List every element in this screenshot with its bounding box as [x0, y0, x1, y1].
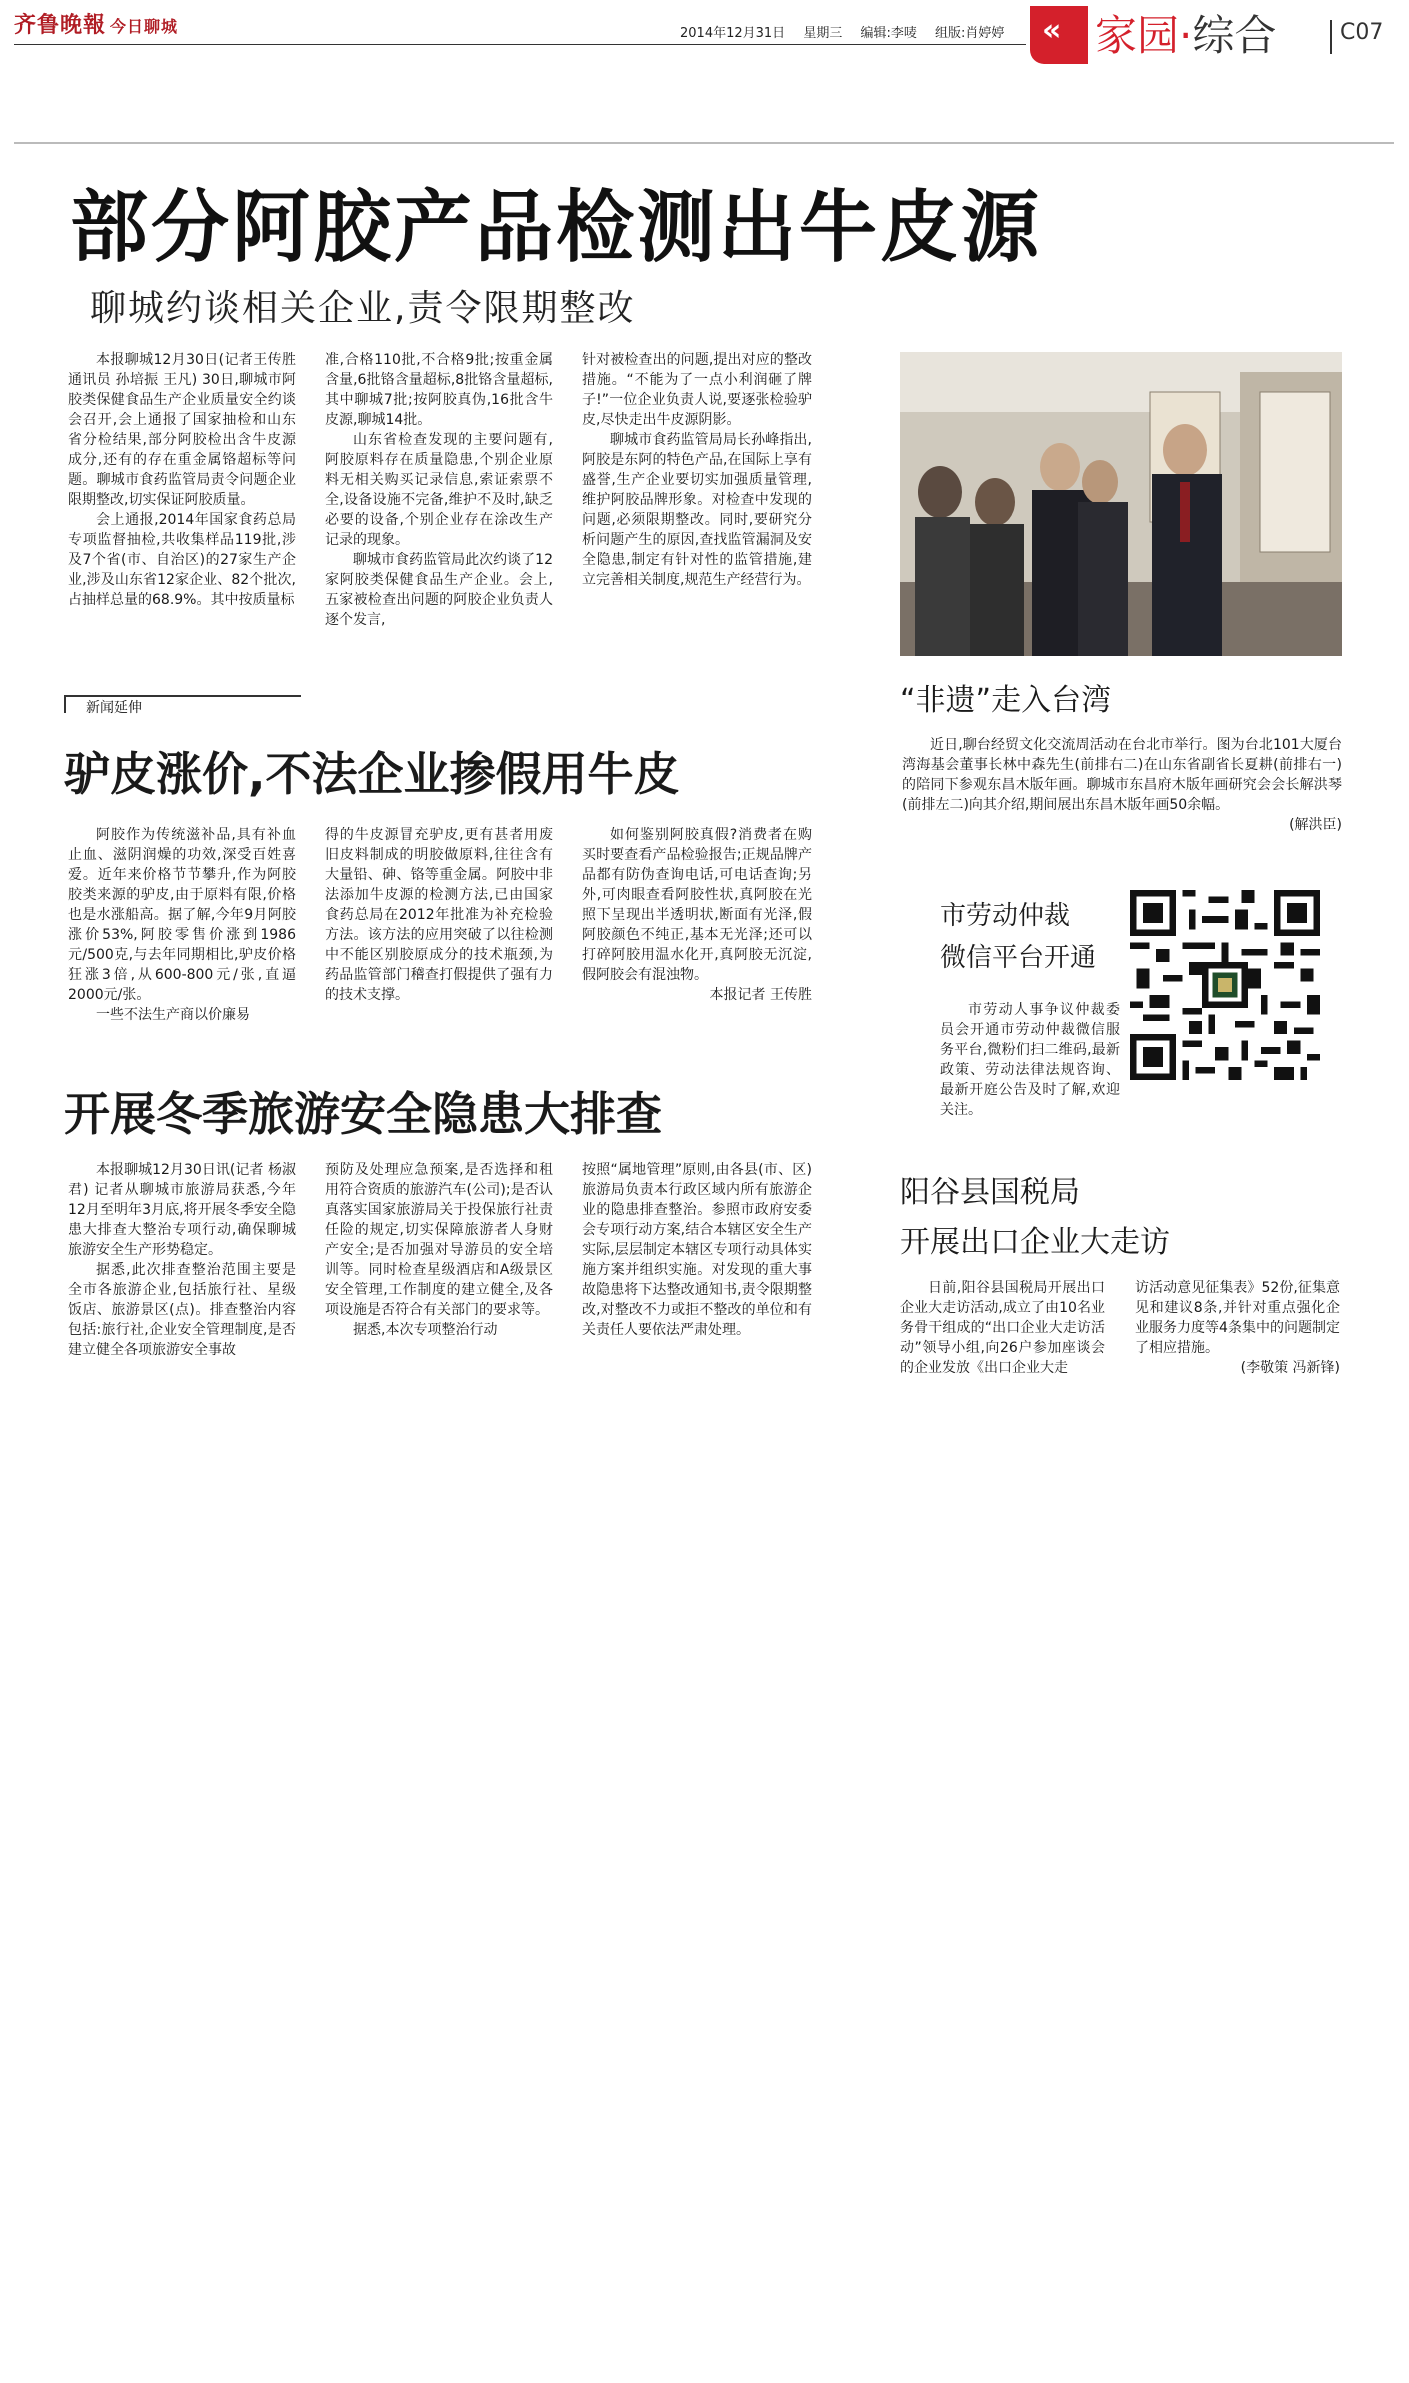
- tag-label: 新闻延伸: [82, 697, 146, 717]
- newspaper-brand: 齐鲁晚報 今日聊城: [14, 12, 179, 38]
- article1-headline: 部分阿胶产品检测出牛皮源: [70, 183, 1043, 273]
- chevron-left-icon: «: [1042, 13, 1062, 48]
- photo-credit: (解洪臣): [1289, 817, 1342, 833]
- paragraph: 预防及处理应急预案,是否选择和租用符合资质的旅游汽车(公司);是否认真落实国家旅游局关于投保旅行社责任险的规定,切实保障旅游者人身财产安全;是否加强对导游员的安全培训等。同时检查星级酒店和A级景区安全管理,工作制度的建立健全,及各项设施是否符合有关部门的要求等。: [325, 1162, 553, 1318]
- issue-typesetter: 组版:肖婷婷: [935, 26, 1005, 41]
- paragraph: 访活动意见征集表》52份,征集意见和建议8条,并针对重点强化企业服务力度等4条集中的问题制定了相应措施。: [1135, 1280, 1340, 1356]
- article2-headline: 驴皮涨价,不法企业掺假用牛皮: [64, 747, 680, 801]
- paragraph: 日前,阳谷县国税局开展出口企业大走访活动,成立了由10名业务骨干组成的“出口企业大走访活动”领导小组,向26户参加座谈会的企业发放《出口企业大走: [900, 1280, 1105, 1376]
- tax-headline-line1: 阳谷县国税局: [900, 1175, 1080, 1210]
- tax-story-headline: [900, 1168, 1170, 1268]
- paragraph: 据悉,本次专项整治行动: [353, 1322, 498, 1338]
- qr-code: [1130, 890, 1320, 1080]
- tax-story-col1: [900, 1278, 1105, 1378]
- edition-name: 今日聊城: [110, 17, 179, 36]
- qr-story-body: [940, 1000, 1120, 1120]
- article2-col3: [582, 825, 812, 1005]
- article2-col1: [68, 825, 296, 1025]
- paragraph: 据悉,此次排查整治范围主要是全市各旅游企业,包括旅行社、星级饭店、旅游景区(点)。排查整治内容包括:旅行社,企业安全管理制度,是否建立健全各项旅游安全事故: [68, 1262, 296, 1358]
- paragraph: 一些不法生产商以价廉易: [96, 1007, 250, 1023]
- paragraph: 本报聊城12月30日讯(记者 杨淑君) 记者从聊城市旅游局获悉,今年12月至明年3月底,将开展冬季安全隐患大排查大整治专项行动,确保聊城旅游安全生产形势稳定。: [68, 1162, 296, 1258]
- article3-col3: [582, 1160, 812, 1340]
- section-title: [1095, 10, 1276, 62]
- issue-date: 2014年12月31日: [680, 26, 786, 41]
- article1-col2: [325, 350, 553, 630]
- qr-story-headline: [940, 895, 1096, 979]
- news-photo: [900, 352, 1342, 656]
- tax-story-credit: (李敬策 冯新锋): [1240, 1360, 1340, 1376]
- paragraph: 本报聊城12月30日(记者王传胜 通讯员 孙培振 王凡) 30日,聊城市阿胶类保健食品生产企业质量安全约谈会召开,会上通报了国家抽检和山东省分检结果,部分阿胶检出含牛皮源成分,还有的存在重金属铬超标等问题。聊城市食药监管局责令问题企业限期整改,切实保证阿胶质量。: [68, 352, 296, 508]
- paragraph: 聊城市食药监管局局长孙峰指出,阿胶是东阿的特色产品,在国际上享有盛誉,生产企业要切实加强质量管理,维护阿胶品牌形象。对检查中发现的问题,必须限期整改。同时,要研究分析问题产生的原因,查找监管漏洞及安全隐患,制定有针对性的监管措施,建立完善相关制度,规范生产经营行为。: [582, 432, 812, 588]
- issue-meta: [680, 22, 1018, 41]
- article2-col2: [325, 825, 553, 1005]
- page-number: C07: [1330, 20, 1383, 54]
- paragraph: 如何鉴别阿胶真假?消费者在购买时要查看产品检验报告;正规品牌产品都有防伪查询电话,可电话查询;另外,可肉眼查看阿胶性状,真阿胶在光照下呈现出半透明状,断面有光泽,假阿胶颜色不纯正,基本无光泽;还可以打碎阿胶用温水化开,真阿胶无沉淀,假阿胶会有混浊物。: [582, 827, 812, 983]
- article1-subheadline: 聊城约谈相关企业,责令限期整改: [90, 288, 636, 329]
- paragraph: 聊城市食药监管局此次约谈了12家阿胶类保健食品生产企业。会上,五家被检查出问题的阿胶企业负责人逐个发言,: [325, 552, 553, 628]
- paragraph: 会上通报,2014年国家食药总局专项监督抽检,共收集样品119批,涉及7个省(市、自治区)的27家生产企业,涉及山东省12家企业、82个批次,占抽样总量的68.9%。其中按质量标: [68, 512, 296, 608]
- article1-col3: [582, 350, 812, 590]
- paragraph: 得的牛皮源冒充驴皮,更有甚者用废旧皮料制成的明胶做原料,往往含有大量铅、砷、铬等重金属。阿胶中非法添加牛皮源的检测方法,已由国家食药总局在2012年批准为补充检验方法。该方法的应用突破了以往检测中不能区别胶原成分的技术瓶颈,为药品监管部门稽查打假提供了强有力的技术支撑。: [325, 827, 553, 1003]
- tax-headline-line2: 开展出口企业大走访: [900, 1225, 1170, 1260]
- issue-editor: 编辑:李唛: [860, 26, 917, 41]
- section-dot: ·: [1179, 11, 1193, 60]
- qr-headline-line1: 市劳动仲裁: [940, 901, 1071, 931]
- section-sub: 综合: [1192, 11, 1277, 60]
- qr-body-text: 市劳动人事争议仲裁委员会开通市劳动仲裁微信服务平台,微粉们扫二维码,最新政策、劳动法律法规咨询、最新开庭公告及时了解,欢迎关注。: [940, 1002, 1120, 1118]
- photo-illustration: [900, 352, 1342, 656]
- header-rule: [14, 44, 1026, 45]
- qr-headline-line2: 微信平台开通: [940, 943, 1097, 973]
- article3-col2: [325, 1160, 553, 1340]
- photo-caption: [902, 735, 1342, 835]
- paragraph: 阿胶作为传统滋补品,具有补血止血、滋阴润燥的功效,深受百姓喜爱。近年来价格节节攀升,作为阿胶胶类来源的驴皮,由于原料有限,价格也是水涨船高。据了解,今年9月阿胶涨价53%,阿胶零售价涨到1986元/500克,与去年同期相比,驴皮价格狂涨3倍,从600-800元/张,直逼2000元/张。: [68, 827, 296, 1003]
- issue-weekday: 星期三: [803, 26, 843, 41]
- qr-code-icon: [1130, 890, 1320, 1080]
- paragraph: 针对被检查出的问题,提出对应的整改措施。“不能为了一点小利润砸了牌子!”一位企业负责人说,要逐张检验驴皮,尽快走出牛皮源阴影。: [582, 352, 812, 428]
- article1-col1: [68, 350, 296, 610]
- section-tab: [1030, 6, 1088, 64]
- top-rule: [14, 142, 1394, 144]
- caption-text: 近日,聊台经贸文化交流周活动在台北市举行。图为台北101大厦台湾海基会董事长林中森先生(前排右二)在山东省副省长夏耕(前排右一)的陪同下参观东昌木版年画。聊城市东昌府木版年画研究会会长解洪琴(前排左二)向其介绍,期间展出东昌木版年画50余幅。: [902, 737, 1342, 813]
- tax-story-col2: [1135, 1278, 1340, 1378]
- article3-headline: 开展冬季旅游安全隐患大排查: [64, 1087, 662, 1141]
- section-main: 家园: [1095, 11, 1180, 60]
- photo-story-headline: “非遗”走入台湾: [900, 683, 1112, 718]
- paragraph: 准,合格110批,不合格9批;按重金属含量,6批铬含量超标,8批铬含量超标,其中聊城7批;按阿胶真伪,16批含牛皮源,聊城14批。: [325, 352, 553, 428]
- article2-credit: 本报记者 王传胜: [709, 987, 812, 1003]
- paragraph: 山东省检查发现的主要问题有,阿胶原料存在质量隐患,个别企业原料无相关购买记录信息,索证索票不全,设备设施不完备,维护不及时,缺乏必要的设备,个别企业存在涂改生产记录的现象。: [325, 432, 553, 548]
- article3-col1: [68, 1160, 296, 1360]
- news-extension-tag: [64, 695, 301, 716]
- paragraph: 按照“属地管理”原则,由各县(市、区)旅游局负责本行政区域内所有旅游企业的隐患排查整治。参照市政府安委会专项行动方案,结合本辖区安全生产实际,层层制定本辖区专项行动具体实施方案并组织实施。对发现的重大事故隐患将下达整改通知书,责令限期整改,对整改不力或拒不整改的单位和有关责任人要依法严肃处理。: [582, 1162, 812, 1338]
